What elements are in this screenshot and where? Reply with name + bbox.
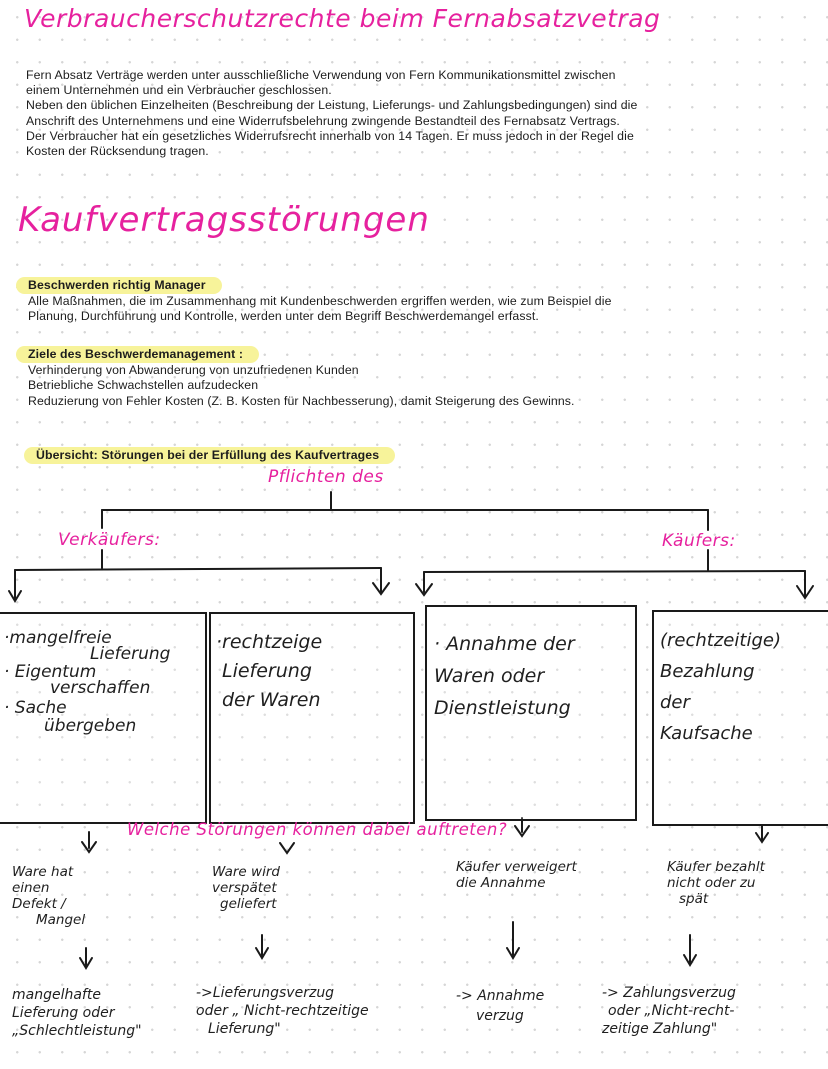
connector-line: [424, 571, 805, 572]
box-line: Waren oder: [434, 665, 545, 687]
intro-line: Fern Absatz Verträge werden unter ausschließliche Verwendung von Fern Kommunikationsmittel zwischen: [26, 68, 616, 82]
complaints-title: Beschwerden richtig Manager: [16, 277, 222, 294]
box-line: Bezahlung: [660, 661, 755, 682]
problem-line: Käufer bezahlt: [667, 859, 765, 875]
complaints-line: Planung, Durchführung und Kontrolle, werden unter dem Begriff Beschwerdemangel erfasst.: [28, 309, 539, 324]
goals-line: Verhinderung von Abwanderung von unzufriedenen Kunden: [28, 363, 359, 378]
box-line: verschaffen: [50, 678, 151, 698]
result-line: oder „ Nicht-rechtzeitige: [196, 1003, 369, 1019]
box-line: · Sache: [4, 698, 67, 718]
problem-1: [12, 864, 85, 928]
box-line: Dienstleistung: [434, 697, 571, 719]
box-line: · Annahme der: [434, 633, 575, 655]
problem-line: Ware hat: [12, 864, 74, 880]
result-line: „Schlechtleistung": [12, 1023, 142, 1039]
problem-2: [212, 864, 280, 912]
result-line: oder „Nicht-recht-: [608, 1003, 735, 1019]
goals-line: Betriebliche Schwachstellen aufzudecken: [28, 378, 259, 393]
intro-line: Kosten der Rücksendung tragen.: [26, 144, 209, 159]
duty-box-1-text: [4, 627, 170, 737]
problem-line: Käufer verweigert: [456, 859, 577, 875]
result-line: ->Lieferungsverzug: [196, 985, 335, 1001]
box-line: (rechtzeitige): [660, 630, 781, 651]
result-4: [602, 984, 736, 1038]
problem-3: [456, 859, 577, 891]
result-line: Lieferung": [208, 1021, 281, 1037]
box-line: Lieferung: [222, 660, 312, 682]
box-line: · Eigentum: [4, 662, 97, 682]
connector-line: [15, 568, 381, 570]
problem-line: nicht oder zu: [667, 875, 756, 891]
box-line: Lieferung: [90, 644, 171, 664]
result-line: -> Zahlungsverzug: [602, 985, 736, 1001]
intro-line: Der Verbraucher hat ein gesetzliches Widerrufsrecht innerhalb von 14 Tagen. Er muss jedoch in der Regel die: [26, 128, 634, 143]
box-line: Kaufsache: [660, 723, 753, 744]
result-line: -> Annahme: [456, 988, 545, 1004]
duty-box-3-text: [434, 628, 575, 724]
page-title: Verbraucherschutzrechte beim Fernabsatzvetrag: [24, 4, 661, 33]
seller-label: Verkäufers:: [58, 530, 161, 550]
intro-line: Neben den üblichen Einzelheiten (Beschreibung der Leistung, Lieferungs- und Zahlungsbedingungen) sind die: [26, 98, 638, 113]
result-line: Lieferung oder: [12, 1005, 115, 1021]
problem-line: geliefert: [220, 896, 277, 912]
problem-line: Defekt /: [12, 896, 66, 912]
duty-box-4-text: [660, 625, 781, 749]
goals-line: Reduzierung von Fehler Kosten (Z. B. Kosten für Nachbesserung), damit Steigerung des Gewinns.: [28, 393, 575, 408]
problem-4: [667, 859, 765, 907]
duty-box-2-text: [216, 628, 322, 715]
box-line: übergeben: [44, 716, 137, 736]
problem-line: Mangel: [36, 912, 86, 928]
question-label: Welche Störungen können dabei auftreten?: [127, 820, 508, 839]
complaints-line: Alle Maßnahmen, die im Zusammenhang mit Kundenbeschwerden ergriffen werden, wie zum Beispiel die: [28, 294, 612, 309]
overview-title: Übersicht: Störungen bei der Erfüllung des Kaufvertrages: [24, 447, 395, 464]
problem-line: spät: [679, 891, 709, 907]
box-line: der: [660, 692, 690, 713]
intro-line: einem Unternehmen und ein Verbraucher geschlossen.: [26, 83, 332, 98]
buyer-label: Käufers:: [662, 531, 736, 551]
problem-line: einen: [12, 880, 50, 896]
result-3: [456, 986, 544, 1026]
box-line: ·rechtzeige: [216, 631, 323, 653]
problem-line: die Annahme: [456, 875, 546, 891]
diagram-top-label: Pflichten des: [268, 467, 384, 487]
result-line: verzug: [476, 1008, 524, 1024]
goals-title: Ziele des Beschwerdemanagement :: [16, 346, 259, 363]
result-1: [12, 986, 142, 1040]
box-line: ·mangelfreie: [4, 628, 112, 648]
arrow-down-icon: [280, 843, 294, 853]
result-line: zeitige Zahlung": [602, 1021, 718, 1037]
intro-line: Anschrift des Unternehmens und eine Widerrufsbelehrung zwingende Bestandteil des Fernabsatz Vertrags.: [26, 113, 620, 128]
section-title: Kaufvertragsstörungen: [18, 200, 430, 240]
problem-line: verspätet: [212, 880, 277, 896]
box-line: der Waren: [222, 689, 321, 711]
result-2: [196, 984, 369, 1038]
result-line: mangelhafte: [12, 987, 101, 1003]
problem-line: Ware wird: [212, 864, 280, 880]
